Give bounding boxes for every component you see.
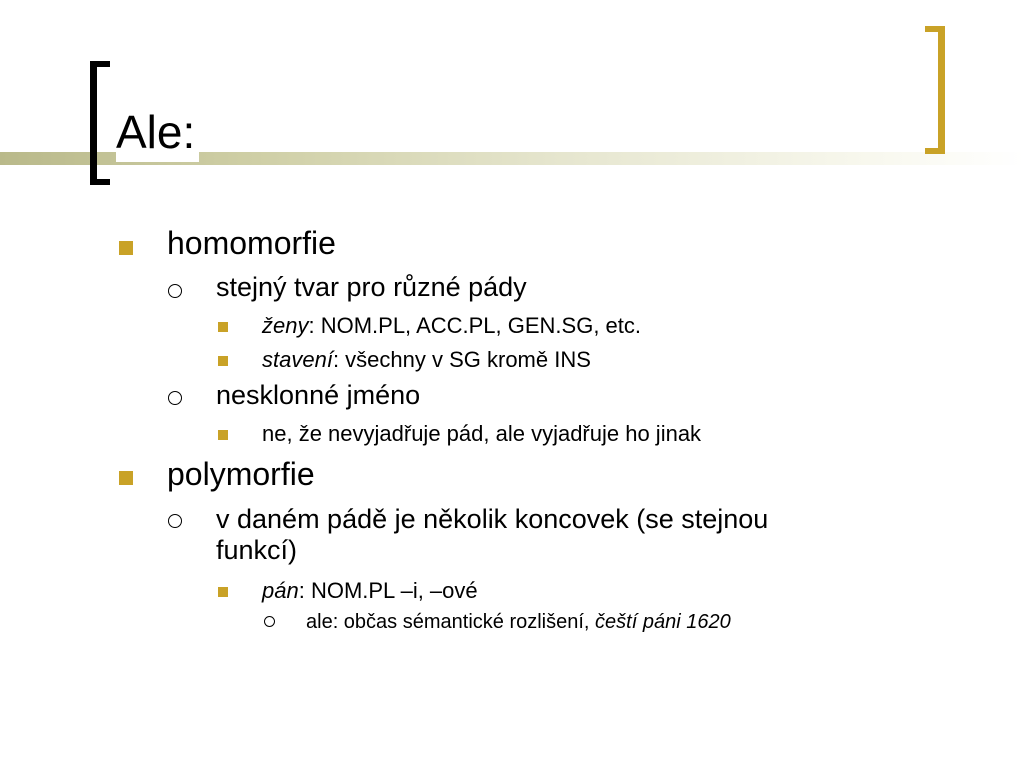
slide-title: Ale:: [116, 102, 199, 162]
bullet-circle-icon: [168, 391, 182, 405]
v-danem-line2: funkcí): [216, 535, 298, 565]
bullet-homomorfie: homomorfie: [167, 225, 336, 261]
term-pan: pán: [262, 578, 299, 603]
bullet-staveni: [262, 347, 591, 373]
pan-desc: : NOM.PL –i, –ové: [298, 578, 478, 603]
bullet-square-icon: [218, 356, 228, 366]
bullet-nesklonne: nesklonné jméno: [216, 380, 421, 410]
bullet-ale-obcas: [306, 610, 731, 634]
bullet-square-icon: [218, 587, 228, 597]
zeny-desc: : NOM.PL, ACC.PL, GEN.SG, etc.: [308, 313, 642, 338]
cesti-pani-example: čeští páni 1620: [595, 611, 731, 633]
bullet-square-icon: [218, 322, 228, 332]
bullet-square-icon: [119, 471, 133, 485]
bullet-circle-icon: [168, 514, 182, 528]
ale-obcas-text: ale: občas sémantické rozlišení,: [306, 611, 596, 633]
bullet-zeny: [262, 313, 641, 339]
bullet-ne-ze: ne, že nevyjadřuje pád, ale vyjadřuje ho jinak: [262, 421, 702, 446]
bullet-square-icon: [119, 241, 133, 255]
bullet-circle-icon: [168, 284, 182, 298]
bullet-stejny-tvar: stejný tvar pro různé pády: [216, 272, 527, 302]
bullet-polymorfie: polymorfie: [167, 456, 315, 492]
bullet-pan: [262, 578, 478, 604]
staveni-desc: : všechny v SG kromě INS: [332, 347, 591, 372]
bullet-v-danem: [216, 504, 768, 566]
bullet-square-icon: [218, 430, 228, 440]
v-danem-line1: v daném pádě je několik koncovek (se stejnou: [216, 504, 769, 534]
term-zeny: ženy: [262, 313, 309, 338]
term-staveni: stavení: [262, 347, 333, 372]
bullet-circle-icon: [264, 616, 275, 627]
